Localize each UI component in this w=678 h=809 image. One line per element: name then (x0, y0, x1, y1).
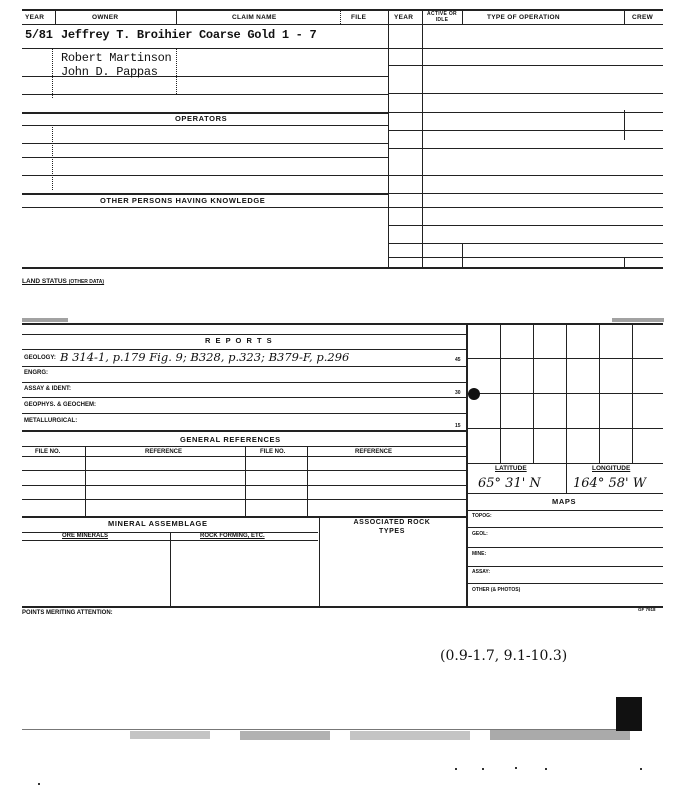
ore-minerals-header: ORE MINERALS (62, 533, 109, 539)
ref-reference-header-2: REFERENCE (355, 449, 393, 455)
owner-row-2: Robert Martinson (61, 51, 172, 65)
maps-heading: MAPS (552, 497, 577, 506)
maps-mine-label: MINE: (472, 551, 487, 557)
header-type-of-operation: TYPE OF OPERATION (487, 14, 560, 21)
mineral-assemblage-heading: MINERAL ASSEMBLAGE (108, 519, 208, 528)
form-code: GF 7918 (638, 607, 656, 612)
header-active-idle: ACTIVE OR IDLE (427, 11, 457, 23)
owner-year: 5/81 (25, 28, 53, 42)
ref-reference-header: REFERENCE (145, 449, 183, 455)
other-persons-heading: OTHER PERSONS HAVING KNOWLEDGE (100, 196, 266, 205)
owner-row-1: Jeffrey T. Broihier Coarse Gold 1 - 7 (61, 28, 317, 42)
land-status-title: LAND STATUS (22, 278, 67, 285)
header-year-2: YEAR (394, 14, 414, 21)
longitude-label: LONGITUDE (592, 465, 631, 472)
margin-number-45: 45 (455, 357, 461, 363)
geology-label: GEOLOGY: (24, 355, 56, 361)
geology-value: B 314-1, p.179 Fig. 9; B328, p.323; B379-F, p.296 (60, 350, 350, 364)
longitude-value: 164° 58' W (573, 476, 647, 491)
header-file: FILE (351, 14, 367, 21)
general-references-heading: GENERAL REFERENCES (180, 435, 281, 444)
punch-hole (468, 388, 480, 400)
latitude-label: LATITUDE (495, 465, 527, 472)
rock-forming-header: ROCK FORMING, ETC. (200, 533, 265, 539)
maps-topog-label: TOPOG: (472, 513, 492, 519)
ref-file-no-header: FILE NO. (35, 449, 61, 455)
land-status-sub: (OTHER DATA) (68, 279, 105, 285)
metallurgical-label: METALLURGICAL: (24, 418, 78, 424)
geophys-label: GEOPHYS. & GEOCHEM: (24, 402, 97, 408)
latitude-value: 65° 31' N (478, 476, 541, 491)
owner-row-3: John D. Pappas (61, 65, 158, 79)
header-crew: CREW (632, 14, 654, 21)
assay-ident-label: ASSAY & IDENT: (24, 386, 72, 392)
handwritten-note: (0.9-1.7, 9.1-10.3) (440, 648, 568, 664)
header-owner: OWNER (92, 14, 119, 21)
maps-other-label: OTHER (& PHOTOS) (472, 587, 521, 593)
maps-assay-label: ASSAY: (472, 569, 491, 575)
land-status-label (22, 278, 104, 285)
points-meriting-attention-label: POINTS MERITING ATTENTION: (22, 610, 113, 616)
maps-geol-label: GEOL: (472, 531, 488, 537)
ref-file-no-header-2: FILE NO. (260, 449, 286, 455)
scan-dark-block (616, 697, 642, 731)
engrg-label: ENGRG: (24, 370, 48, 376)
header-year: YEAR (25, 14, 45, 21)
operators-heading: OPERATORS (175, 114, 228, 123)
reports-heading: R E P O R T S (205, 336, 274, 345)
header-claim-name: CLAIM NAME (232, 14, 277, 21)
margin-number-15: 15 (455, 423, 461, 429)
associated-rock-types-heading: ASSOCIATED ROCK TYPES (353, 519, 431, 535)
margin-number-30: 30 (455, 390, 461, 396)
